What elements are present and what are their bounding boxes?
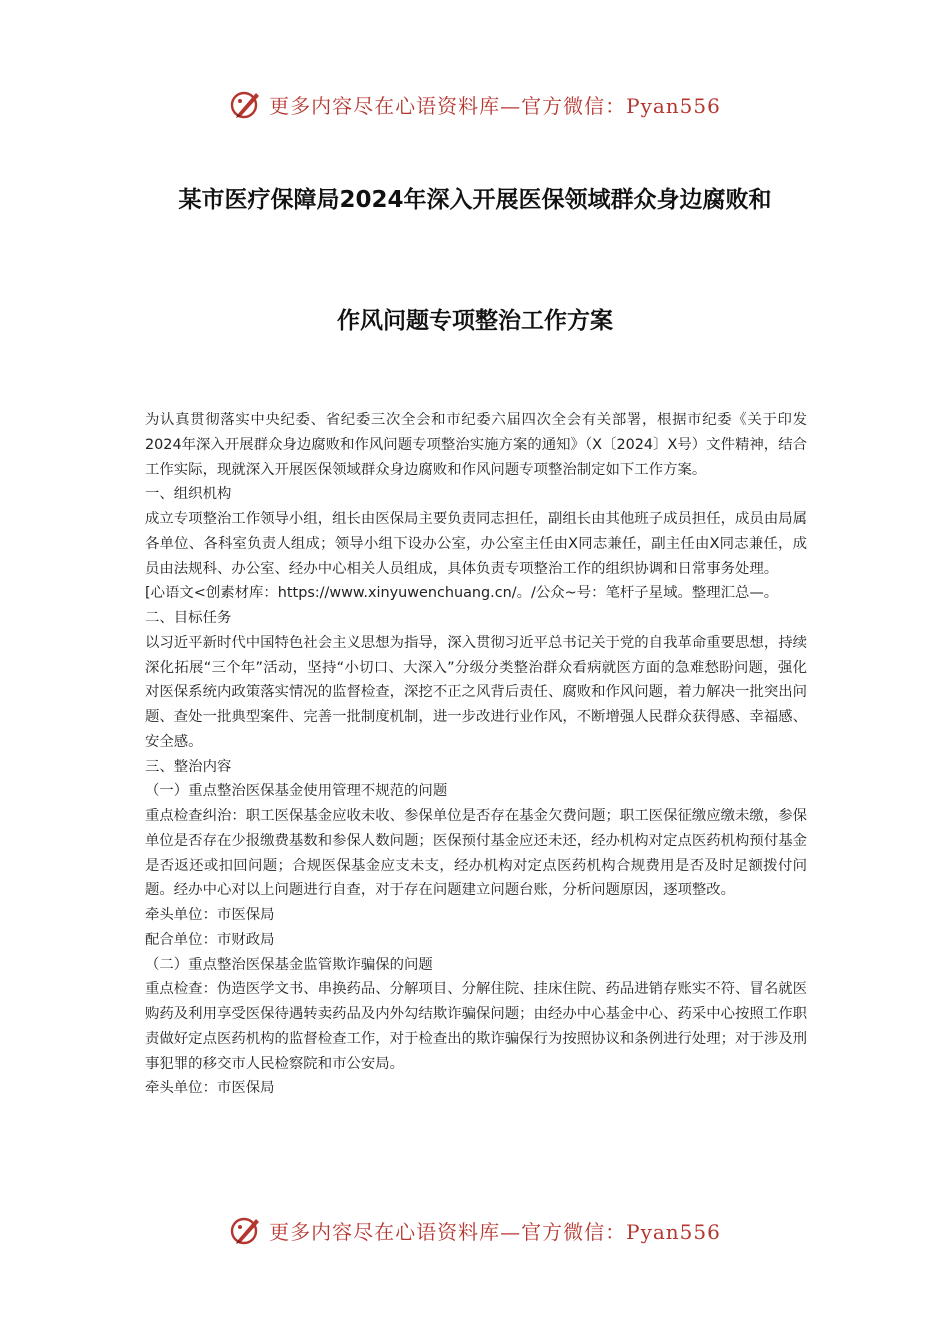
intro-paragraph: 为认真贯彻落实中央纪委、省纪委三次全会和市纪委六届四次全会有关部署，根据市纪委《关于印发2024年深入开展群众身边腐败和作风问题专项整治实施方案的通知》（X〔2024〕X号）文件精神，结合工作实际，现就深入开展医保领域群众身边腐败和作风问题专项整治制定如下工作方案。 [145, 412, 807, 478]
coop-unit-1: 配合单位：市财政局 [145, 931, 275, 948]
section-heading-content: 三、整治内容 [145, 758, 232, 775]
pen-logo-icon [229, 87, 263, 121]
pen-logo-icon [229, 1213, 263, 1247]
banner-text: 更多内容尽在心语资料库—官方微信：Pyan556 [269, 93, 721, 118]
lead-unit-2: 牵头单位：市医保局 [145, 1080, 275, 1097]
banner-text: 更多内容尽在心语资料库—官方微信：Pyan556 [269, 1219, 721, 1244]
document-title-line-1: 某市医疗保障局2024年深入开展医保领域群众身边腐败和 [178, 187, 772, 213]
header-banner [0, 84, 950, 124]
source-note: [心语文<创素材库：https://www.xinyuwenchuang.cn/。/公众~号：笔杆子星域。整理汇总—。 [145, 585, 779, 602]
goals-paragraph: 以习近平新时代中国特色社会主义思想为指导，深入贯彻习近平总书记关于党的自我革命重要思想，持续深化拓展“三个年”活动，坚持“小切口、大深入”分级分类整治群众看病就医方面的急难愁盼问题，强化对医保系统内政策落实情况的监督检查，深挖不正之风背后责任、腐败和作风问题，着力解决一批突出问题、查处一批典型案件、完善一批制度机制，进一步改进行业作风，不断增强人民群众获得感、幸福感、安全感。 [145, 634, 807, 750]
inspection-paragraph-2: 重点检查：伪造医学文书、串换药品、分解项目、分解住院、挂床住院、药品进销存账实不符、冒名就医购药及利用享受医保待遇转卖药品及内外勾结欺诈骗保问题；由经办中心基金中心、药采中心按照工作职责做好定点医药机构的监督检查工作，对于检查出的欺诈骗保行为按照协议和条例进行处理；对于涉及刑事犯罪的移交市人民检察院和市公安局。 [145, 981, 807, 1072]
document-body [145, 408, 807, 1101]
section-heading-organization: 一、组织机构 [145, 486, 232, 503]
lead-unit-1: 牵头单位：市医保局 [145, 907, 275, 923]
subsection-heading-2: （二）重点整治医保基金监管欺诈骗保的问题 [145, 956, 433, 973]
footer-banner [0, 1210, 950, 1250]
document-title-line-2: 作风问题专项整治工作方案 [337, 308, 613, 334]
section-heading-goals: 二、目标任务 [145, 610, 232, 626]
organization-paragraph: 成立专项整治工作领导小组，组长由医保局主要负责同志担任，副组长由其他班子成员担任，成员由局属各单位、各科室负责人组成；领导小组下设办公室，办公室主任由X同志兼任，副主任由X同志兼任，成员由法规科、办公室、经办中心相关人员组成，具体负责专项整治工作的组织协调和日常事务处理。 [145, 511, 807, 577]
inspection-paragraph-1: 重点检查纠治：职工医保基金应收未收、参保单位是否存在基金欠费问题；职工医保征缴应缴未缴，参保单位是否存在少报缴费基数和参保人数问题；医保预付基金应还未还，经办机构对定点医药机构预付基金是否返还或扣回问题；合规医保基金应支未支，经办机构对定点医药机构合规费用是否及时足额拨付问题。经办中心对以上问题进行自查，对于存在问题建立问题台账，分析问题原因，逐项整改。 [145, 808, 807, 899]
subsection-heading-1: （一）重点整治医保基金使用管理不规范的问题 [145, 783, 448, 800]
